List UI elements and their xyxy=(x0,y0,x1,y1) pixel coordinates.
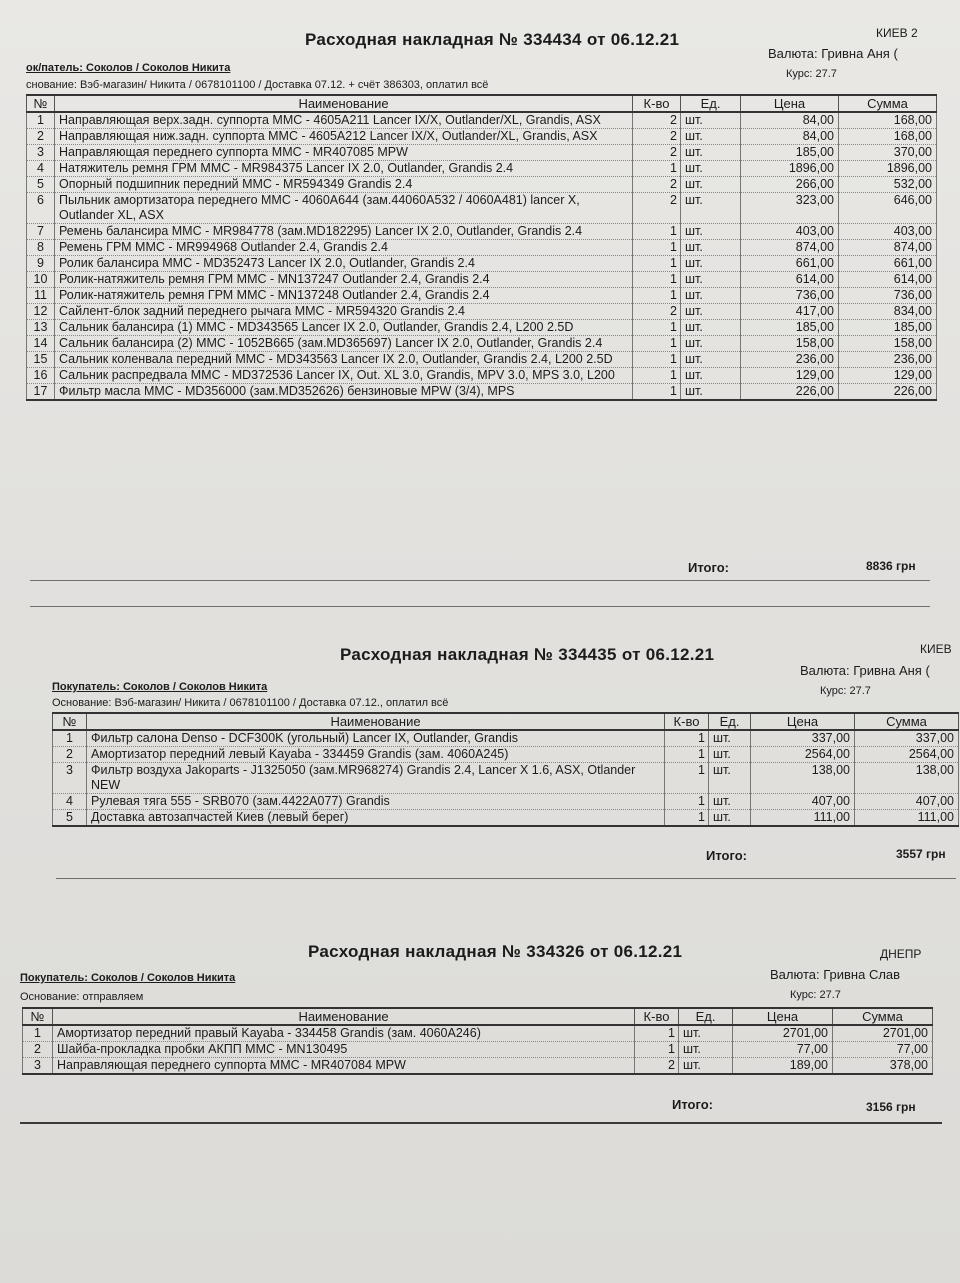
row-price: 129,00 xyxy=(741,368,839,384)
row-qty: 1 xyxy=(665,730,709,747)
row-number: 2 xyxy=(53,747,87,763)
row-unit: шт. xyxy=(681,177,741,193)
row-price: 236,00 xyxy=(741,352,839,368)
row-price: 1896,00 xyxy=(741,161,839,177)
row-qty: 2 xyxy=(633,112,681,129)
items-table xyxy=(22,1007,933,1075)
row-name: Ремень ГРМ MMC - MR994968 Outlander 2.4, Grandis 2.4 xyxy=(55,240,633,256)
row-price: 614,00 xyxy=(741,272,839,288)
invoice-title: Расходная накладная № 334434 от 06.12.21 xyxy=(305,30,680,49)
invoice-city: ДНЕПР xyxy=(880,947,922,961)
row-sum: 158,00 xyxy=(839,336,937,352)
row-price: 407,00 xyxy=(751,794,855,810)
row-number: 1 xyxy=(27,112,55,129)
row-name: Амортизатор передний левый Kayaba - 334459 Grandis (зам. 4060A245) xyxy=(87,747,665,763)
row-unit: шт. xyxy=(681,161,741,177)
row-number: 1 xyxy=(23,1025,53,1042)
row-name: Сальник коленвала передний MMC - MD343563 Lancer IX 2.0, Outlander, Grandis 2.4, L200 2.5D xyxy=(55,352,633,368)
row-sum: 407,00 xyxy=(855,794,959,810)
row-unit: шт. xyxy=(679,1025,733,1042)
row-qty: 2 xyxy=(635,1058,679,1075)
row-unit: шт. xyxy=(709,794,751,810)
row-unit: шт. xyxy=(679,1058,733,1075)
row-number: 16 xyxy=(27,368,55,384)
row-name: Доставка автозапчастей Киев (левый берег) xyxy=(87,810,665,827)
row-sum: 185,00 xyxy=(839,320,937,336)
row-number: 11 xyxy=(27,288,55,304)
table-header xyxy=(23,1008,933,1025)
row-qty: 1 xyxy=(635,1042,679,1058)
row-name: Амортизатор передний правый Kayaba - 334458 Grandis (зам. 4060A246) xyxy=(53,1025,635,1042)
row-price: 403,00 xyxy=(741,224,839,240)
row-qty: 1 xyxy=(633,256,681,272)
row-sum: 614,00 xyxy=(839,272,937,288)
row-name: Ремень балансира MMC - MR984778 (зам.MD182295) Lancer IX 2.0, Outlander, Grandis 2.4 xyxy=(55,224,633,240)
row-qty: 1 xyxy=(665,794,709,810)
row-unit: шт. xyxy=(709,763,751,794)
row-name: Фильтр масла MMC - MD356000 (зам.MD352626) бензиновые MPW (3/4), MPS xyxy=(55,384,633,401)
col-qty-header: К-во xyxy=(635,1008,679,1025)
col-name-header: Наименование xyxy=(53,1008,635,1025)
row-price: 158,00 xyxy=(741,336,839,352)
row-qty: 1 xyxy=(633,320,681,336)
total-value: 8836 грн xyxy=(866,559,916,573)
row-number: 3 xyxy=(27,145,55,161)
row-unit: шт. xyxy=(681,240,741,256)
row-number: 14 xyxy=(27,336,55,352)
row-name: Направляющая переднего суппорта MMC - MR407085 MPW xyxy=(55,145,633,161)
row-sum: 236,00 xyxy=(839,352,937,368)
col-sum-header: Сумма xyxy=(855,713,959,730)
row-qty: 1 xyxy=(635,1025,679,1042)
row-number: 15 xyxy=(27,352,55,368)
row-qty: 1 xyxy=(633,336,681,352)
total-label: Итого: xyxy=(706,848,747,863)
row-sum: 532,00 xyxy=(839,177,937,193)
row-name: Ролик-натяжитель ремня ГРМ MMC - MN137247 Outlander 2.4, Grandis 2.4 xyxy=(55,272,633,288)
row-sum: 1896,00 xyxy=(839,161,937,177)
row-price: 185,00 xyxy=(741,320,839,336)
invoice-rate: Курс: 27.7 xyxy=(786,68,837,80)
row-price: 337,00 xyxy=(751,730,855,747)
row-number: 3 xyxy=(53,763,87,794)
row-number: 4 xyxy=(53,794,87,810)
row-unit: шт. xyxy=(681,288,741,304)
row-sum: 403,00 xyxy=(839,224,937,240)
row-name: Фильтр салона Denso - DCF300K (угольный) Lancer IX, Outlander, Grandis xyxy=(87,730,665,747)
row-name: Рулевая тяга 555 - SRB070 (зам.4422A077) Grandis xyxy=(87,794,665,810)
row-qty: 1 xyxy=(665,747,709,763)
row-sum: 2564,00 xyxy=(855,747,959,763)
row-qty: 1 xyxy=(633,161,681,177)
row-sum: 77,00 xyxy=(833,1042,933,1058)
row-unit: шт. xyxy=(681,129,741,145)
col-name-header: Наименование xyxy=(55,95,633,112)
row-price: 2564,00 xyxy=(751,747,855,763)
row-sum: 168,00 xyxy=(839,129,937,145)
col-price-header: Цена xyxy=(751,713,855,730)
row-number: 17 xyxy=(27,384,55,401)
col-unit-header: Ед. xyxy=(709,713,751,730)
row-qty: 2 xyxy=(633,145,681,161)
row-price: 111,00 xyxy=(751,810,855,827)
row-qty: 2 xyxy=(633,304,681,320)
row-name: Ролик балансира MMC - MD352473 Lancer IX 2.0, Outlander, Grandis 2.4 xyxy=(55,256,633,272)
row-qty: 1 xyxy=(633,352,681,368)
row-unit: шт. xyxy=(681,193,741,224)
col-sum-header: Сумма xyxy=(833,1008,933,1025)
row-number: 2 xyxy=(23,1042,53,1058)
invoice-basis: Основание: Вэб-магазин/ Никита / 0678101100 / Доставка 07.12., оплатил всё xyxy=(52,697,449,709)
row-qty: 1 xyxy=(633,224,681,240)
invoice-title: Расходная накладная № 334435 от 06.12.21 xyxy=(340,645,715,664)
row-number: 9 xyxy=(27,256,55,272)
total-value: 3156 грн xyxy=(866,1100,916,1114)
row-sum: 370,00 xyxy=(839,145,937,161)
row-price: 189,00 xyxy=(733,1058,833,1075)
invoice-currency: Валюта: Гривна Слав xyxy=(770,967,901,982)
row-price: 323,00 xyxy=(741,193,839,224)
row-name: Сальник балансира (2) MMC - 1052B665 (зам.MD365697) Lancer IX 2.0, Outlander, Grandis 2.4 xyxy=(55,336,633,352)
row-name: Фильтр воздуха Jakoparts - J1325050 (зам.MR968274) Grandis 2.4, Lancer X 1.6, ASX, Otlander NEW xyxy=(87,763,665,794)
row-name: Сальник балансира (1) MMC - MD343565 Lancer IX 2.0, Outlander, Grandis 2.4, L200 2.5D xyxy=(55,320,633,336)
row-sum: 646,00 xyxy=(839,193,937,224)
row-unit: шт. xyxy=(681,224,741,240)
row-name: Шайба-прокладка пробки АКПП MMC - MN130495 xyxy=(53,1042,635,1058)
row-sum: 168,00 xyxy=(839,112,937,129)
invoice-currency: Валюта: Гривна Аня ( xyxy=(800,663,930,678)
row-qty: 1 xyxy=(665,810,709,827)
row-name: Направляющая переднего суппорта MMC - MR407084 MPW xyxy=(53,1058,635,1075)
table-row xyxy=(23,1042,933,1058)
row-unit: шт. xyxy=(681,112,741,129)
row-number: 5 xyxy=(53,810,87,827)
col-unit-header: Ед. xyxy=(681,95,741,112)
col-sum-header: Сумма xyxy=(839,95,937,112)
invoice-title: Расходная накладная № 334326 от 06.12.21 xyxy=(308,942,683,961)
row-price: 266,00 xyxy=(741,177,839,193)
row-number: 6 xyxy=(27,193,55,224)
row-sum: 138,00 xyxy=(855,763,959,794)
row-name: Натяжитель ремня ГРМ MMC - MR984375 Lancer IX 2.0, Outlander, Grandis 2.4 xyxy=(55,161,633,177)
row-number: 3 xyxy=(23,1058,53,1075)
col-qty-header: К-во xyxy=(633,95,681,112)
row-price: 661,00 xyxy=(741,256,839,272)
col-name-header: Наименование xyxy=(87,713,665,730)
row-sum: 111,00 xyxy=(855,810,959,827)
row-sum: 874,00 xyxy=(839,240,937,256)
invoice-rate: Курс: 27.7 xyxy=(820,685,871,697)
invoice-buyer: ок/патель: Соколов / Соколов Никита xyxy=(26,62,231,74)
row-number: 2 xyxy=(27,129,55,145)
row-price: 77,00 xyxy=(733,1042,833,1058)
row-unit: шт. xyxy=(679,1042,733,1058)
row-number: 12 xyxy=(27,304,55,320)
row-number: 10 xyxy=(27,272,55,288)
invoice-city: КИЕВ xyxy=(920,642,952,656)
table-body xyxy=(23,1025,933,1074)
row-unit: шт. xyxy=(681,256,741,272)
row-price: 2701,00 xyxy=(733,1025,833,1042)
col-number-header: № xyxy=(53,713,87,730)
row-price: 417,00 xyxy=(741,304,839,320)
row-unit: шт. xyxy=(681,145,741,161)
row-sum: 226,00 xyxy=(839,384,937,401)
row-number: 13 xyxy=(27,320,55,336)
col-number-header: № xyxy=(27,95,55,112)
row-qty: 1 xyxy=(633,368,681,384)
row-unit: шт. xyxy=(709,810,751,827)
row-sum: 129,00 xyxy=(839,368,937,384)
invoice-buyer: Покупатель: Соколов / Соколов Никита xyxy=(52,681,268,693)
row-qty: 1 xyxy=(633,240,681,256)
row-qty: 2 xyxy=(633,177,681,193)
row-name: Сальник распредвала MMC - MD372536 Lancer IX, Out. XL 3.0, Grandis, MPV 3.0, MPS 3.0, L200 xyxy=(55,368,633,384)
row-number: 8 xyxy=(27,240,55,256)
row-price: 84,00 xyxy=(741,129,839,145)
divider xyxy=(20,1122,942,1124)
row-sum: 337,00 xyxy=(855,730,959,747)
row-sum: 2701,00 xyxy=(833,1025,933,1042)
col-number-header: № xyxy=(23,1008,53,1025)
invoice-basis: снование: Вэб-магазин/ Никита / 0678101100 / Доставка 07.12. + счёт 386303, оплатил всё xyxy=(26,79,489,91)
invoice-basis: Основание: отправляем xyxy=(20,991,144,1003)
invoice-city: КИЕВ 2 xyxy=(876,26,918,40)
row-name: Направляющая верх.задн. суппорта MMC - 4605A211 Lancer IX/X, Outlander/XL, Grandis, ASX xyxy=(55,112,633,129)
row-unit: шт. xyxy=(681,336,741,352)
invoice-currency: Валюта: Гривна Аня ( xyxy=(768,46,898,61)
row-qty: 1 xyxy=(633,384,681,401)
invoice-rate: Курс: 27.7 xyxy=(790,989,841,1001)
row-price: 185,00 xyxy=(741,145,839,161)
table-row xyxy=(23,1058,933,1075)
row-name: Ролик-натяжитель ремня ГРМ MMC - MN137248 Outlander 2.4, Grandis 2.4 xyxy=(55,288,633,304)
row-unit: шт. xyxy=(681,368,741,384)
row-qty: 1 xyxy=(665,763,709,794)
row-name: Направляющая ниж.задн. суппорта MMC - 4605A212 Lancer IX/X, Outlander/XL, Grandis, ASX xyxy=(55,129,633,145)
row-qty: 2 xyxy=(633,129,681,145)
total-label: Итого: xyxy=(688,560,729,575)
row-price: 84,00 xyxy=(741,112,839,129)
row-unit: шт. xyxy=(681,320,741,336)
row-sum: 834,00 xyxy=(839,304,937,320)
row-name: Пыльник амортизатора переднего MMC - 4060A644 (зам.44060A532 / 4060A481) lancer X, Outlander XL, ASX xyxy=(55,193,633,224)
row-qty: 1 xyxy=(633,288,681,304)
row-qty: 1 xyxy=(633,272,681,288)
row-number: 4 xyxy=(27,161,55,177)
invoice-buyer: Покупатель: Соколов / Соколов Никита xyxy=(20,972,236,984)
row-number: 1 xyxy=(53,730,87,747)
row-qty: 2 xyxy=(633,193,681,224)
col-unit-header: Ед. xyxy=(679,1008,733,1025)
row-price: 138,00 xyxy=(751,763,855,794)
row-name: Опорный подшипник передний MMC - MR594349 Grandis 2.4 xyxy=(55,177,633,193)
col-price-header: Цена xyxy=(733,1008,833,1025)
row-price: 874,00 xyxy=(741,240,839,256)
row-unit: шт. xyxy=(681,272,741,288)
row-price: 226,00 xyxy=(741,384,839,401)
row-unit: шт. xyxy=(709,730,751,747)
row-unit: шт. xyxy=(681,352,741,368)
row-number: 7 xyxy=(27,224,55,240)
row-name: Сайлент-блок задний переднего рычага MMC - MR594320 Grandis 2.4 xyxy=(55,304,633,320)
row-unit: шт. xyxy=(709,747,751,763)
row-unit: шт. xyxy=(681,384,741,401)
total-label: Итого: xyxy=(672,1097,713,1112)
table-row xyxy=(23,1025,933,1042)
total-value: 3557 грн xyxy=(896,847,946,861)
col-price-header: Цена xyxy=(741,95,839,112)
row-number: 5 xyxy=(27,177,55,193)
col-qty-header: К-во xyxy=(665,713,709,730)
row-sum: 378,00 xyxy=(833,1058,933,1075)
row-sum: 661,00 xyxy=(839,256,937,272)
row-unit: шт. xyxy=(681,304,741,320)
row-price: 736,00 xyxy=(741,288,839,304)
row-sum: 736,00 xyxy=(839,288,937,304)
